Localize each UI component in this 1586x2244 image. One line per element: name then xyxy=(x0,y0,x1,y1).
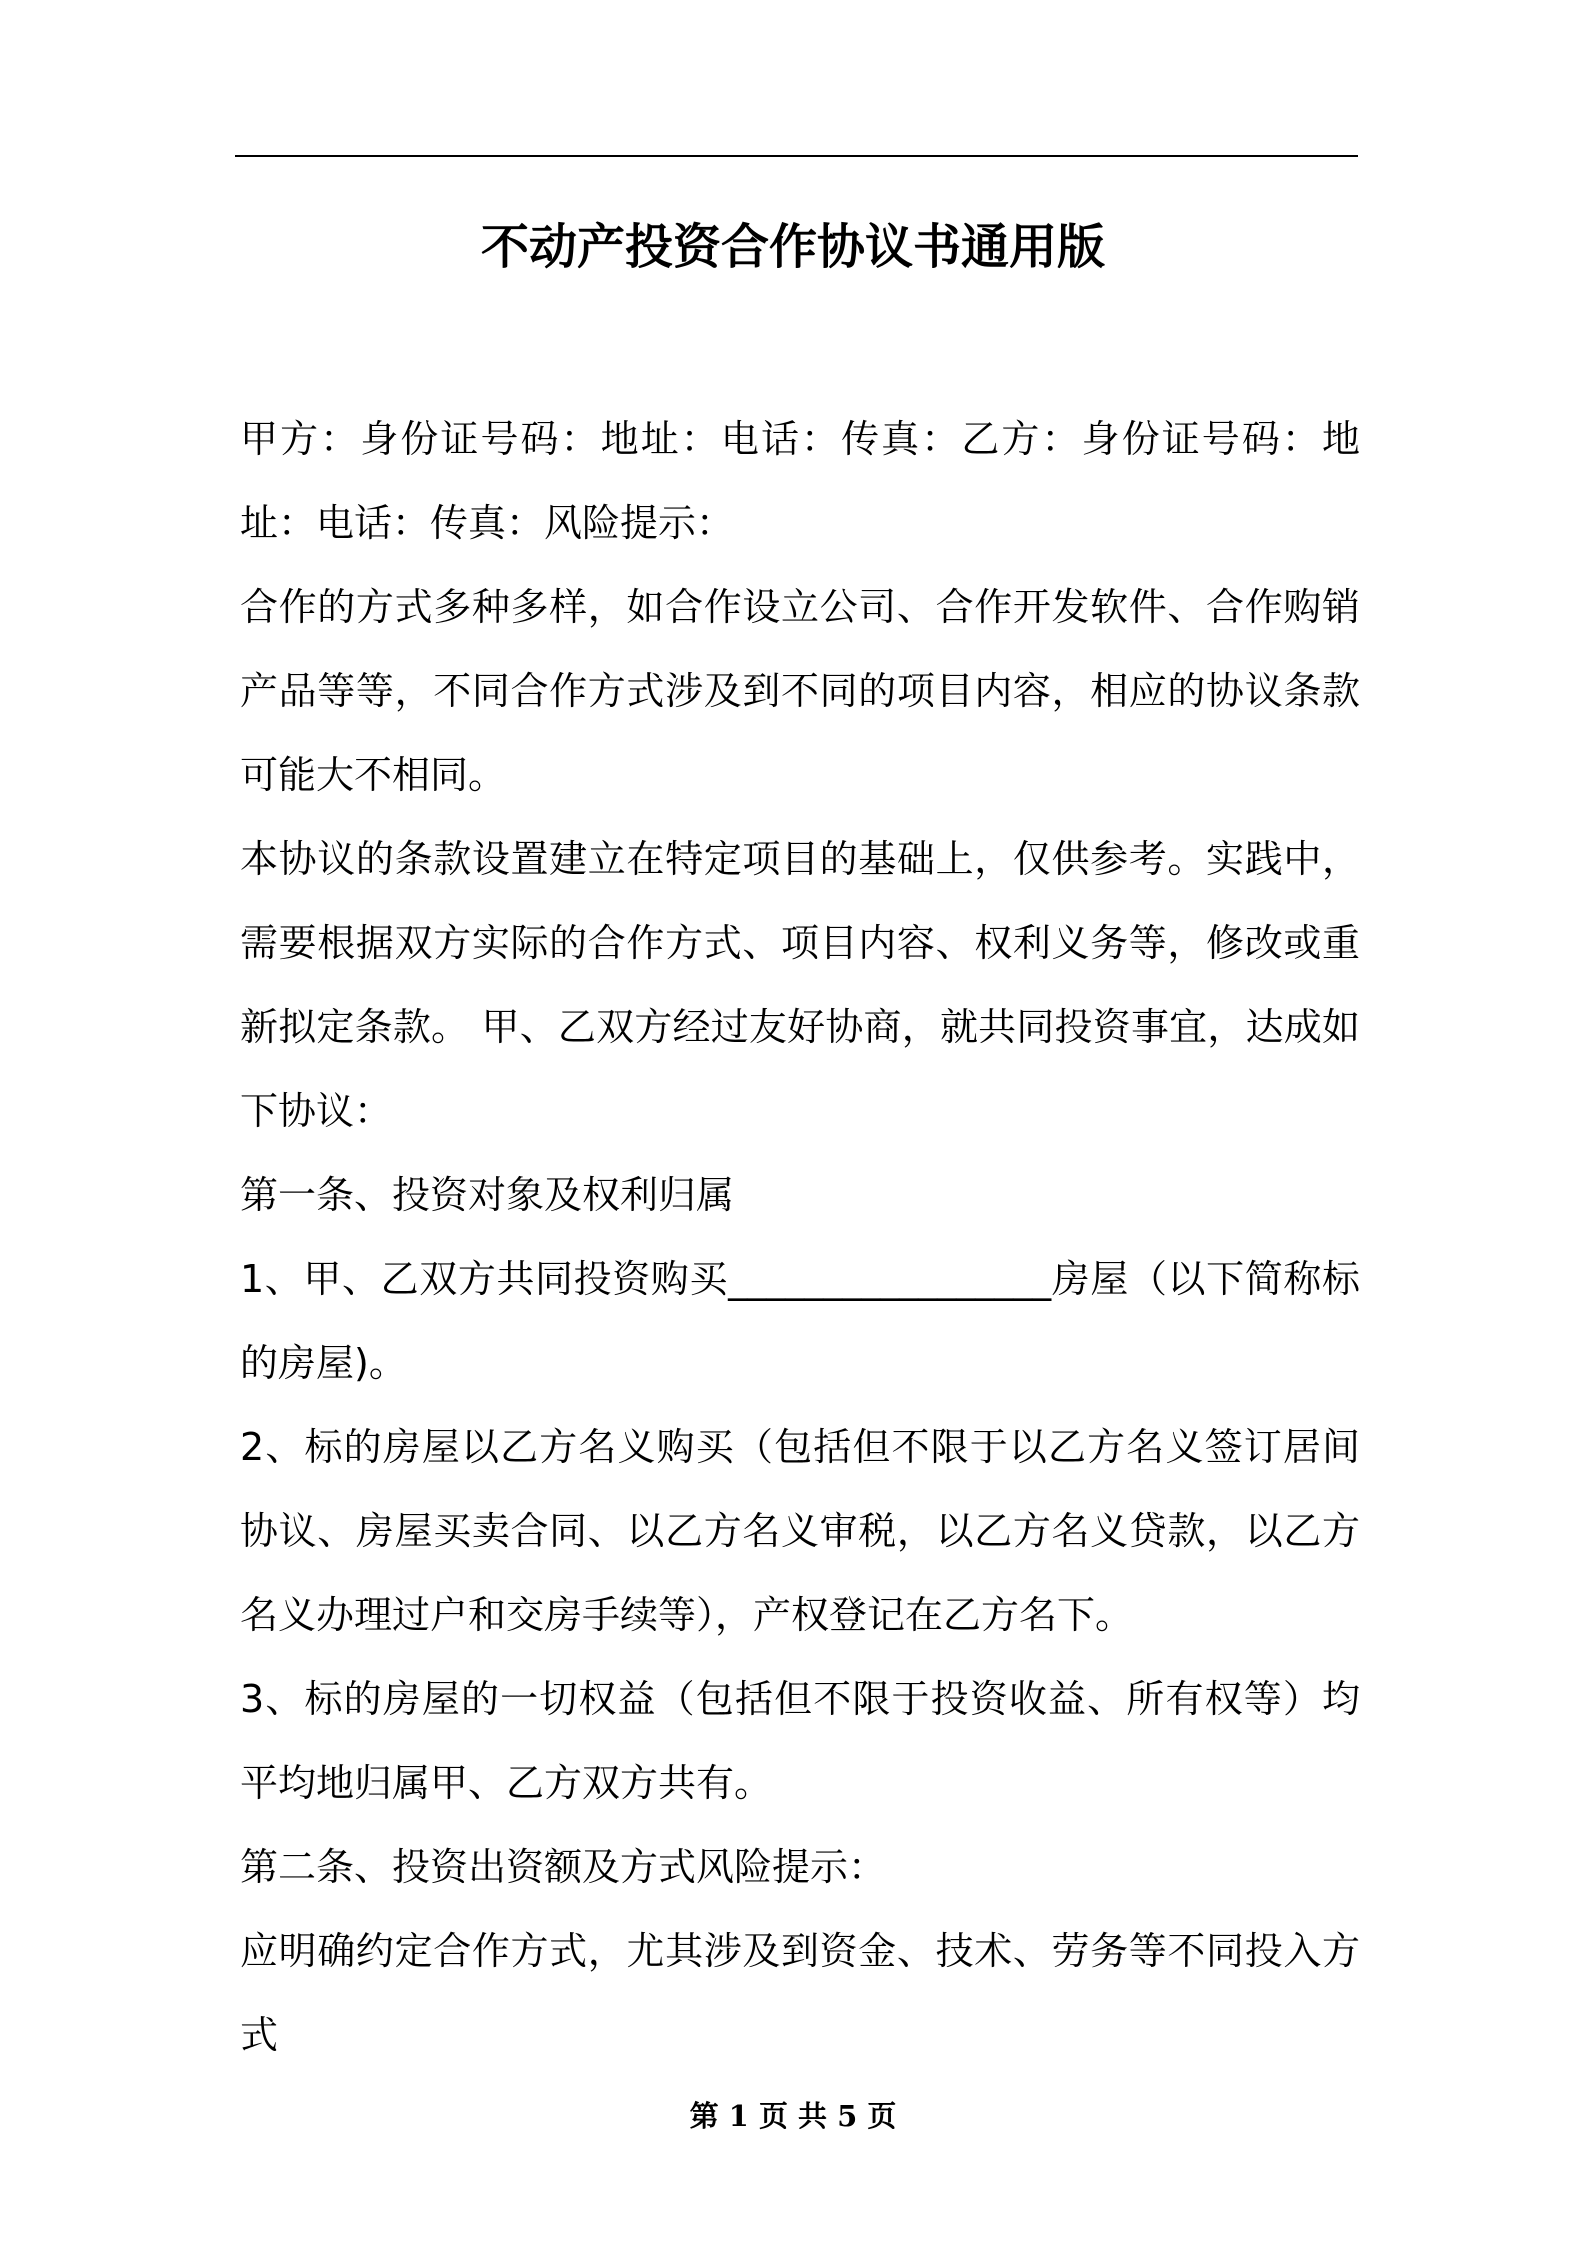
paragraph-cooperation-methods: 合作的方式多种多样，如合作设立公司、合作开发软件、合作购销产品等等，不同合作方式涉及到不同的项目内容，相应的协议条款可能大不相同。 xyxy=(240,585,1360,797)
paragraph-agreement-basis: 本协议的条款设置建立在特定项目的基础上，仅供参考。实践中，需要根据双方实际的合作方式、项目内容、权利义务等，修改或重新拟定条款。 甲、乙双方经过友好协商，就共同投资事宜，达成如下协议： xyxy=(240,837,1360,1133)
article-2-risk-note: 应明确约定合作方式，尤其涉及到资金、技术、劳务等不同投入方式 xyxy=(240,1929,1360,2057)
article-1-clause-2: 2、标的房屋以乙方名义购买（包括但不限于以乙方名义签订居间协议、房屋买卖合同、以乙方名义审税，以乙方名义贷款，以乙方名义办理过户和交房手续等），产权登记在乙方名下。 xyxy=(240,1425,1360,1637)
article-1-clause-1: 1、甲、乙双方共同投资购买_________________房屋（以下简称标的房屋)。 xyxy=(240,1257,1360,1385)
document-title: 不动产投资合作协议书通用版 xyxy=(480,219,1105,275)
article-2-heading: 第二条、投资出资额及方式风险提示： xyxy=(240,1845,887,1889)
page-number-footer: 第 1 页 共 5 页 xyxy=(689,2099,897,2133)
article-1-clause-3: 3、标的房屋的一切权益（包括但不限于投资收益、所有权等）均平均地归属甲、乙方双方共有。 xyxy=(240,1677,1360,1805)
paragraph-parties: 甲方：身份证号码：地址：电话：传真：乙方：身份证号码：地址：电话：传真：风险提示： xyxy=(240,417,1360,545)
document-body xyxy=(240,397,1360,2077)
header-rule xyxy=(235,155,1358,157)
article-1-heading: 第一条、投资对象及权利归属 xyxy=(240,1173,735,1217)
